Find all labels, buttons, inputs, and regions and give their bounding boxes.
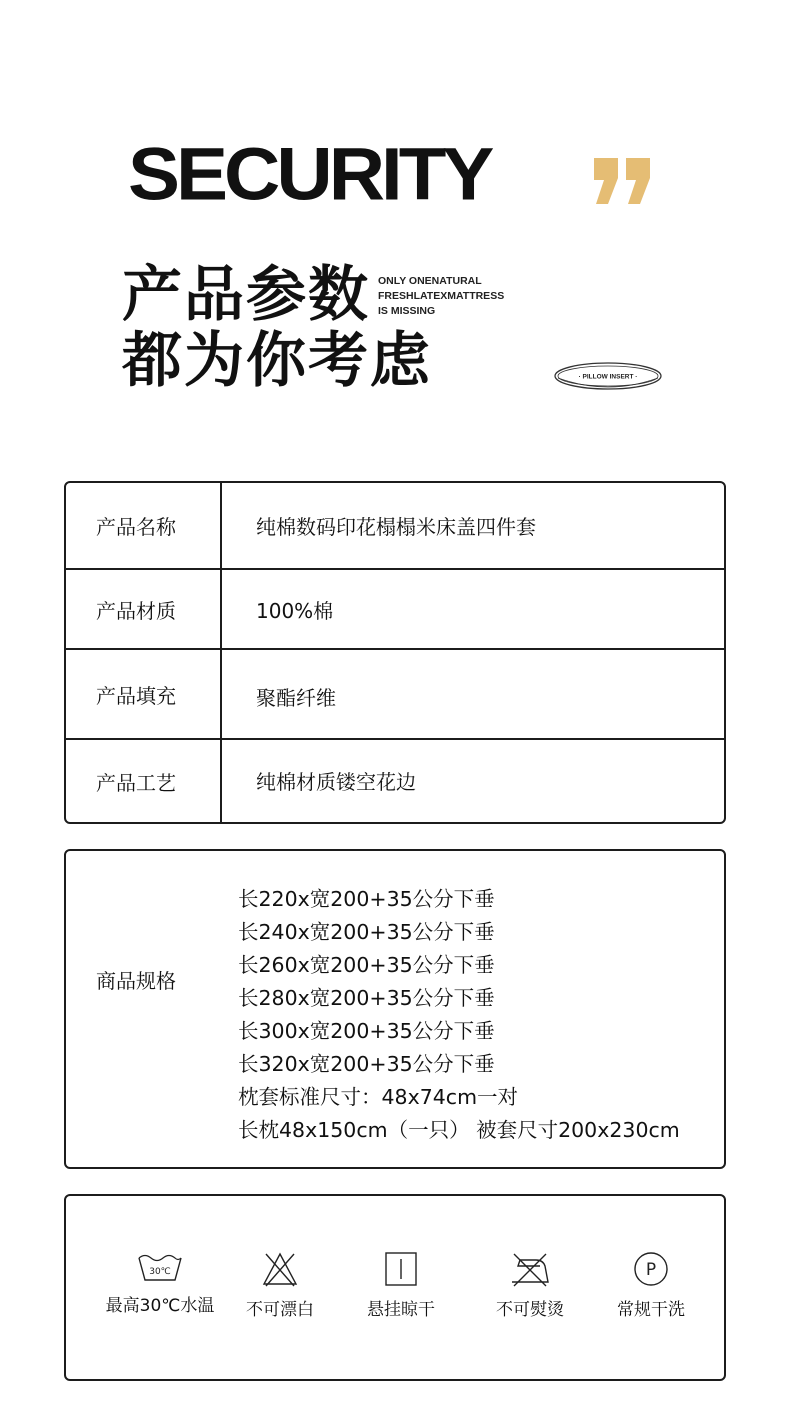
- care-label: 最高30℃水温: [105, 1296, 215, 1316]
- english-note-line-2: FRESHLATEXMATTRESS: [378, 290, 505, 302]
- param-value: 聚酯纤维: [256, 686, 336, 710]
- param-label: 产品填充: [66, 650, 222, 738]
- spec-line: 枕套标准尺寸：48x74cm一对: [238, 1085, 519, 1109]
- spec-label: 商品规格: [96, 969, 176, 993]
- care-item-hang: [331, 1250, 471, 1320]
- product-parameters-table: [64, 481, 726, 824]
- care-label: 常规干洗: [617, 1300, 685, 1320]
- spec-line: 长280x宽200+35公分下垂: [238, 986, 495, 1010]
- care-item-dryclean: [581, 1250, 721, 1320]
- spec-line: 长240x宽200+35公分下垂: [238, 920, 495, 944]
- param-value: 100%棉: [256, 599, 334, 623]
- care-label: 悬挂晾干: [367, 1300, 435, 1320]
- product-spec-table: [64, 849, 726, 1169]
- param-value: 纯棉材质镂空花边: [256, 770, 416, 794]
- english-note-line-3: IS MISSING: [378, 305, 436, 317]
- spec-line: 长320x宽200+35公分下垂: [238, 1052, 495, 1076]
- spec-line: 长300x宽200+35公分下垂: [238, 1019, 495, 1043]
- care-item-wash: [90, 1250, 230, 1316]
- no-iron-icon: [508, 1250, 552, 1288]
- dry-clean-p-icon: [632, 1250, 670, 1288]
- heading-line-1: 产品参数: [122, 260, 370, 330]
- spec-lines: [238, 883, 680, 1147]
- no-bleach-icon: [260, 1250, 300, 1288]
- care-item-iron: [460, 1250, 600, 1320]
- dry-clean-letter: P: [645, 1260, 657, 1280]
- heading-line-2: 都为你考虑: [122, 326, 432, 396]
- table-row: [66, 483, 724, 570]
- param-label: 产品工艺: [66, 740, 222, 822]
- badge-label: · PILLOW INSERT ·: [578, 373, 638, 381]
- table-row: [66, 740, 724, 822]
- param-label: 产品名称: [66, 483, 222, 568]
- hang-dry-icon: [382, 1250, 420, 1288]
- spec-line: 长枕48x150cm（一只） 被套尺寸200x230cm: [238, 1118, 680, 1142]
- care-item-bleach: [210, 1250, 350, 1320]
- care-label: 不可漂白: [246, 1300, 314, 1320]
- hero-title: SECURITY: [128, 132, 491, 216]
- param-value: 纯棉数码印花榻榻米床盖四件套: [256, 515, 536, 539]
- english-note-line-1: ONLY ONENATURAL: [378, 275, 482, 287]
- wash-30-icon: [136, 1250, 184, 1284]
- english-note: [378, 274, 504, 319]
- quote-icon: [592, 156, 654, 206]
- pillow-insert-badge: [552, 356, 664, 396]
- table-row: [66, 570, 724, 650]
- spec-line: 长220x宽200+35公分下垂: [238, 887, 495, 911]
- table-row: [66, 650, 724, 740]
- care-instructions-table: [64, 1194, 726, 1381]
- wash-temp: 30℃: [149, 1267, 171, 1277]
- care-label: 不可熨烫: [496, 1300, 564, 1320]
- param-label: 产品材质: [66, 570, 222, 648]
- spec-line: 长260x宽200+35公分下垂: [238, 953, 495, 977]
